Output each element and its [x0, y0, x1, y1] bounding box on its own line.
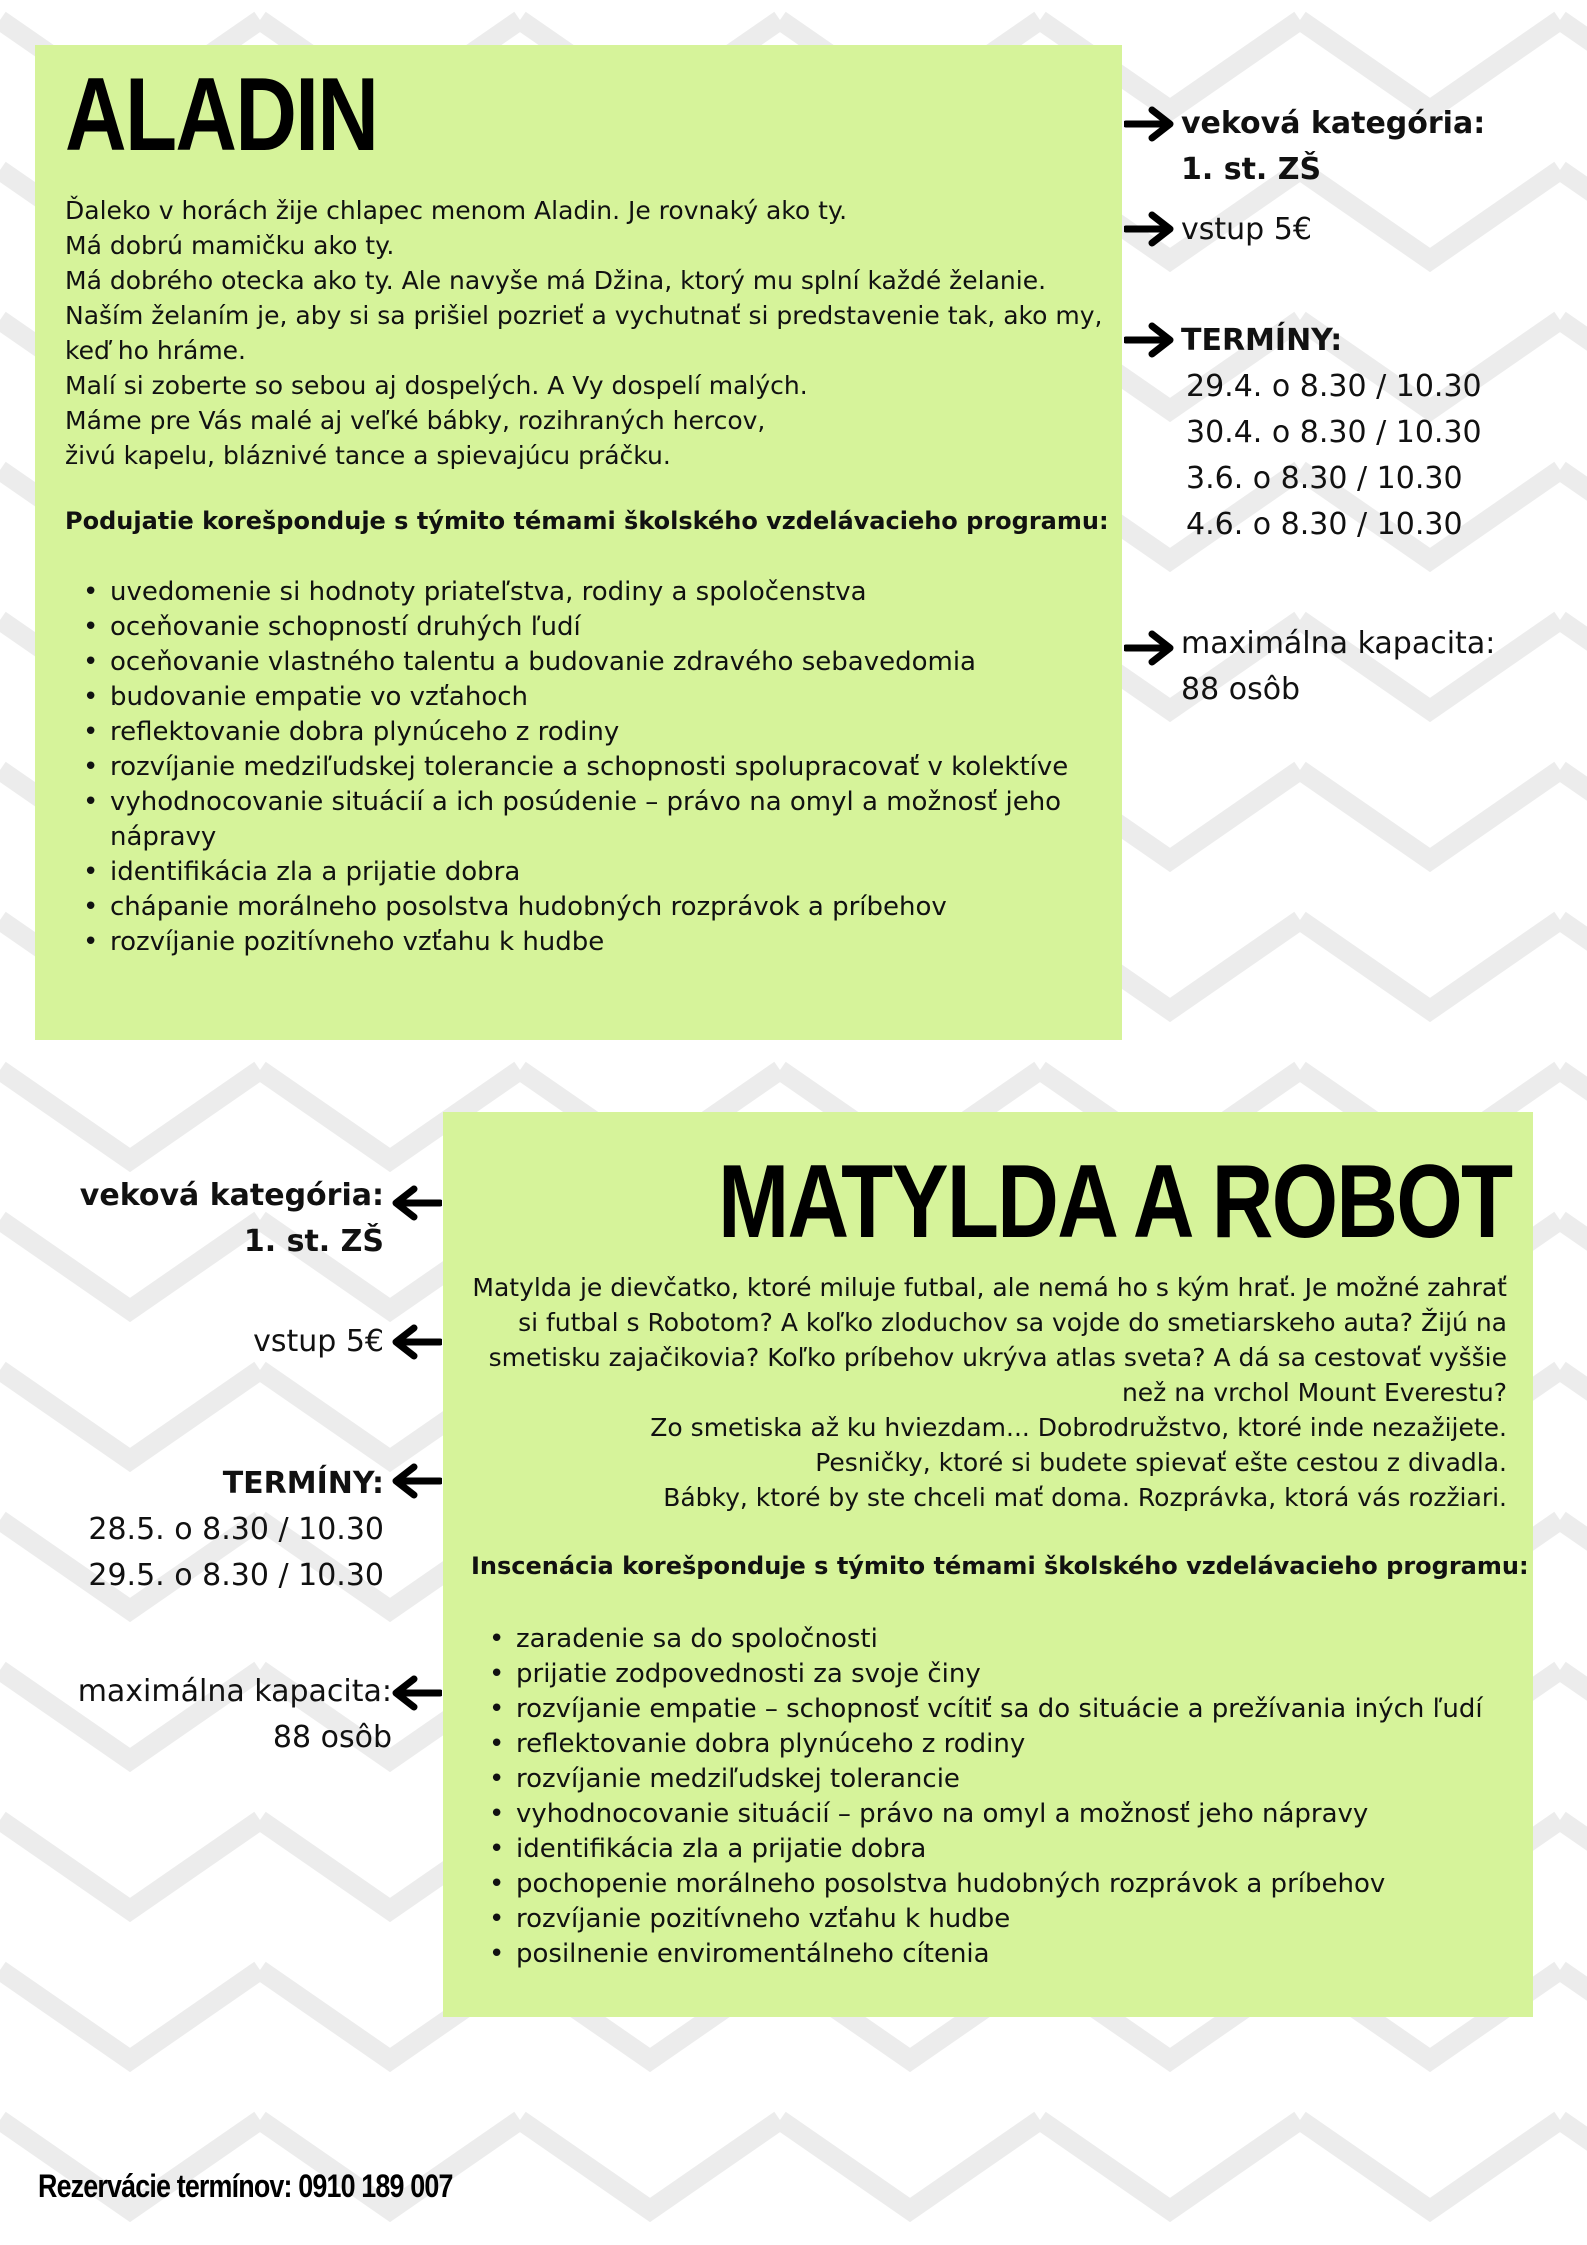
description-line: Zo smetiska až ku hviezdam... Dobrodružstvo, ktoré inde nezažijete.: [650, 1413, 1507, 1442]
list-item: • zaradenie sa do spoločnosti: [471, 1622, 1511, 1657]
matylda-topics-list: [471, 1622, 1511, 1972]
list-item: • rozvíjanie medziľudskej tolerancie a schopnosti spolupracovať v kolektíve: [65, 750, 1085, 785]
list-item: • vyhodnocovanie situácií a ich posúdenie – právo na omyl a možnosť jeho nápravy: [65, 785, 1085, 855]
list-item: • budovanie empatie vo vzťahoch: [65, 680, 1085, 715]
aladin-entry-fee: [1181, 207, 1312, 253]
list-item: • rozvíjanie empatie – schopnosť vcítiť sa do situácie a prežívania iných ľudí: [471, 1692, 1511, 1727]
aladin-dates: [1181, 318, 1482, 548]
matylda-title: MATYLDA A ROBOT: [717, 1144, 1511, 1260]
list-item: • reflektovanie dobra plynúceho z rodiny: [471, 1727, 1511, 1762]
date-item: 28.5. o 8.30 / 10.30: [88, 1512, 384, 1547]
aladin-age-category: [1181, 101, 1485, 193]
capacity-label: maximálna kapacita:: [1181, 626, 1496, 661]
date-item: 29.4. o 8.30 / 10.30: [1186, 369, 1482, 404]
description-line: keď ho hráme.: [65, 336, 246, 365]
list-item: • rozvíjanie pozitívneho vzťahu k hudbe: [471, 1902, 1511, 1937]
reservation-contact: Rezervácie termínov: 0910 189 007: [38, 2168, 453, 2204]
list-item: • rozvíjanie medziľudskej tolerancie: [471, 1762, 1511, 1797]
list-item: • posilnenie enviromentálneho cítenia: [471, 1937, 1511, 1972]
matylda-panel: [443, 1112, 1533, 2017]
aladin-description: [65, 193, 1102, 473]
dates-label: TERMÍNY:: [222, 1466, 384, 1501]
description-line: Naším želaním je, aby si sa prišiel pozrieť a vychutnať si predstavenie tak, ako my,: [65, 301, 1103, 330]
capacity-label: maximálna kapacita:: [77, 1674, 392, 1709]
age-label: veková kategória:: [79, 1178, 384, 1213]
aladin-capacity: [1181, 621, 1495, 713]
age-value: 1. st. ZŠ: [1181, 152, 1322, 187]
date-item: 3.6. o 8.30 / 10.30: [1186, 461, 1463, 496]
arrow-right-icon: [1124, 106, 1176, 142]
list-item: • oceňovanie vlastného talentu a budovanie zdravého sebavedomia: [65, 645, 1085, 680]
arrow-left-icon: [390, 1324, 442, 1360]
matylda-entry-fee: [253, 1319, 384, 1365]
list-item: • oceňovanie schopností druhých ľudí: [65, 610, 1085, 645]
description-line: Matylda je dievčatko, ktoré miluje futbal, ale nemá ho s kým hrať. Je možné zahrať: [472, 1273, 1507, 1302]
description-line: smetisku zajačikovia? Koľko príbehov ukrýva atlas sveta? A dá sa cestovať vyššie: [488, 1343, 1507, 1372]
description-line: než na vrchol Mount Everestu?: [1121, 1378, 1507, 1407]
list-item: • identifikácia zla a prijatie dobra: [65, 855, 1085, 890]
list-item: • vyhodnocovanie situácií – právo na omyl a možnosť jeho nápravy: [471, 1797, 1511, 1832]
aladin-topics-heading: Podujatie korešponduje s týmito témami školského vzdelávacieho programu:: [65, 507, 1109, 535]
capacity-value: 88 osôb: [272, 1720, 392, 1755]
list-item: • reflektovanie dobra plynúceho z rodiny: [65, 715, 1085, 750]
entry-price: vstup 5€: [253, 1324, 384, 1359]
arrow-right-icon: [1124, 322, 1176, 358]
date-item: 29.5. o 8.30 / 10.30: [88, 1558, 384, 1593]
description-line: Pesničky, ktoré si budete spievať ešte cestou z divadla.: [815, 1448, 1507, 1477]
list-item: • pochopenie morálneho posolstva hudobných rozprávok a príbehov: [471, 1867, 1511, 1902]
description-line: Ďaleko v horách žije chlapec menom Aladin. Je rovnaký ako ty.: [65, 196, 848, 225]
matylda-description: [472, 1270, 1507, 1515]
description-line: Bábky, ktoré by ste chceli mať doma. Rozprávka, ktorá vás rozžiari.: [663, 1483, 1507, 1512]
matylda-age-category: [80, 1173, 384, 1265]
description-line: Má dobrého otecka ako ty. Ale navyše má Džina, ktorý mu splní každé želanie.: [65, 266, 1047, 295]
date-item: 4.6. o 8.30 / 10.30: [1186, 507, 1463, 542]
aladin-topics-list: [65, 575, 1085, 960]
list-item: • identifikácia zla a prijatie dobra: [471, 1832, 1511, 1867]
list-item: • chápanie morálneho posolstva hudobných rozprávok a príbehov: [65, 890, 1085, 925]
arrow-left-icon: [390, 1463, 442, 1499]
description-line: živú kapelu, bláznivé tance a spievajúcu práčku.: [65, 441, 671, 470]
matylda-dates: [88, 1461, 384, 1599]
description-line: Malí si zoberte so sebou aj dospelých. A Vy dospelí malých.: [65, 371, 808, 400]
arrow-left-icon: [390, 1675, 442, 1711]
matylda-topics-heading: Inscenácia korešponduje s týmito témami školského vzdelávacieho programu:: [471, 1552, 1529, 1580]
list-item: • prijatie zodpovednosti za svoje činy: [471, 1657, 1511, 1692]
description-line: si futbal s Robotom? A koľko zloduchov sa vojde do smetiarskeho auta? Žijú na: [518, 1308, 1507, 1337]
description-line: Máme pre Vás malé aj veľké bábky, rozihraných hercov,: [65, 406, 766, 435]
description-line: Má dobrú mamičku ako ty.: [65, 231, 395, 260]
age-value: 1. st. ZŠ: [243, 1224, 384, 1259]
date-item: 30.4. o 8.30 / 10.30: [1186, 415, 1482, 450]
age-label: veková kategória:: [1181, 106, 1486, 141]
list-item: • uvedomenie si hodnoty priateľstva, rodiny a spoločenstva: [65, 575, 1085, 610]
capacity-value: 88 osôb: [1181, 672, 1301, 707]
entry-price: vstup 5€: [1181, 212, 1312, 247]
list-item: • rozvíjanie pozitívneho vzťahu k hudbe: [65, 925, 1085, 960]
aladin-panel: [35, 45, 1122, 1040]
arrow-right-icon: [1124, 630, 1176, 666]
arrow-left-icon: [390, 1185, 442, 1221]
matylda-capacity: [78, 1669, 392, 1761]
arrow-right-icon: [1124, 211, 1176, 247]
dates-label: TERMÍNY:: [1181, 323, 1343, 358]
aladin-title: ALADIN: [65, 57, 378, 173]
